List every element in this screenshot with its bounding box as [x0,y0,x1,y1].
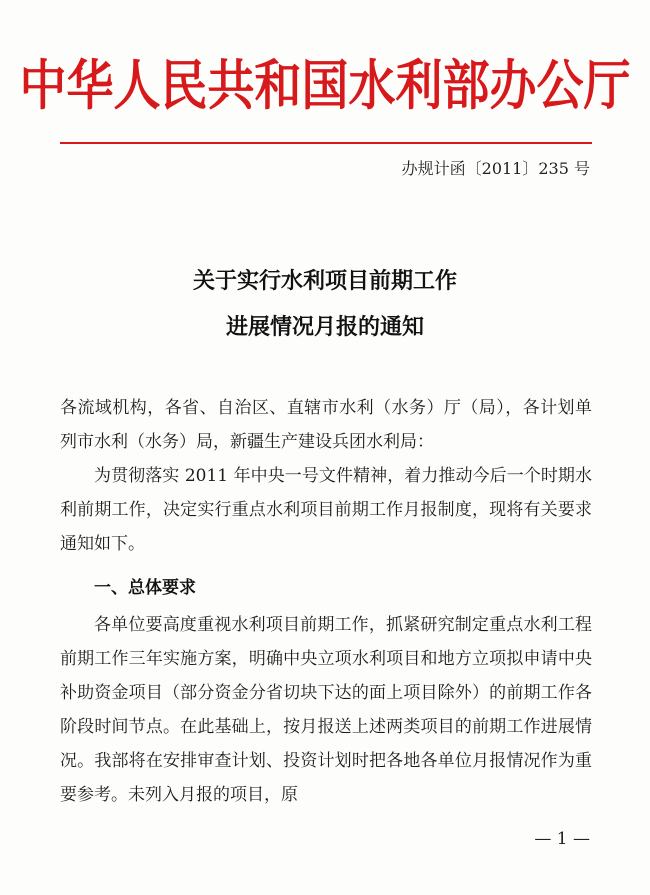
section-heading: 一、总体要求 [94,578,196,598]
recipients-paragraph: 各流域机构，各省、自治区、直辖市水利（水务）厅（局），各计划单列市水利（水务）局，新疆生产建设兵团水利局： [60,398,592,452]
notice-title-line-2: 进展情况月报的通知 [225,314,424,340]
document-number: 办规计函〔2011〕235 号 [401,159,590,178]
intro-paragraph: 为贯彻落实 2011 年中央一号文件精神，着力推动今后一个时期水利前期工作，决定实行重点水利项目前期工作月报制度，现将有关要求通知如下。 [60,466,592,554]
page-number: — 1 — [534,829,590,849]
body-paragraph: 各单位要高度重视水利项目前期工作，抓紧研究制定重点水利工程前期工作三年实施方案，明确中央立项水利项目和地方立项拟申请中央补助资金项目（部分资金分省切块下达的面上项目除外）的前期工作各阶段时间节点。在此基础上，按月报送上述两类项目的前期工作进展情况。我部将在安排审查计划、投资计划时把各地各单位月报情况作为重要参考。未列入月报的项目，原 [60,615,592,805]
red-header-rule [60,142,592,144]
masthead-title: 中华人民共和国水利部办公厅 [19,54,631,118]
notice-title-line-1: 关于实行水利项目前期工作 [192,268,457,294]
